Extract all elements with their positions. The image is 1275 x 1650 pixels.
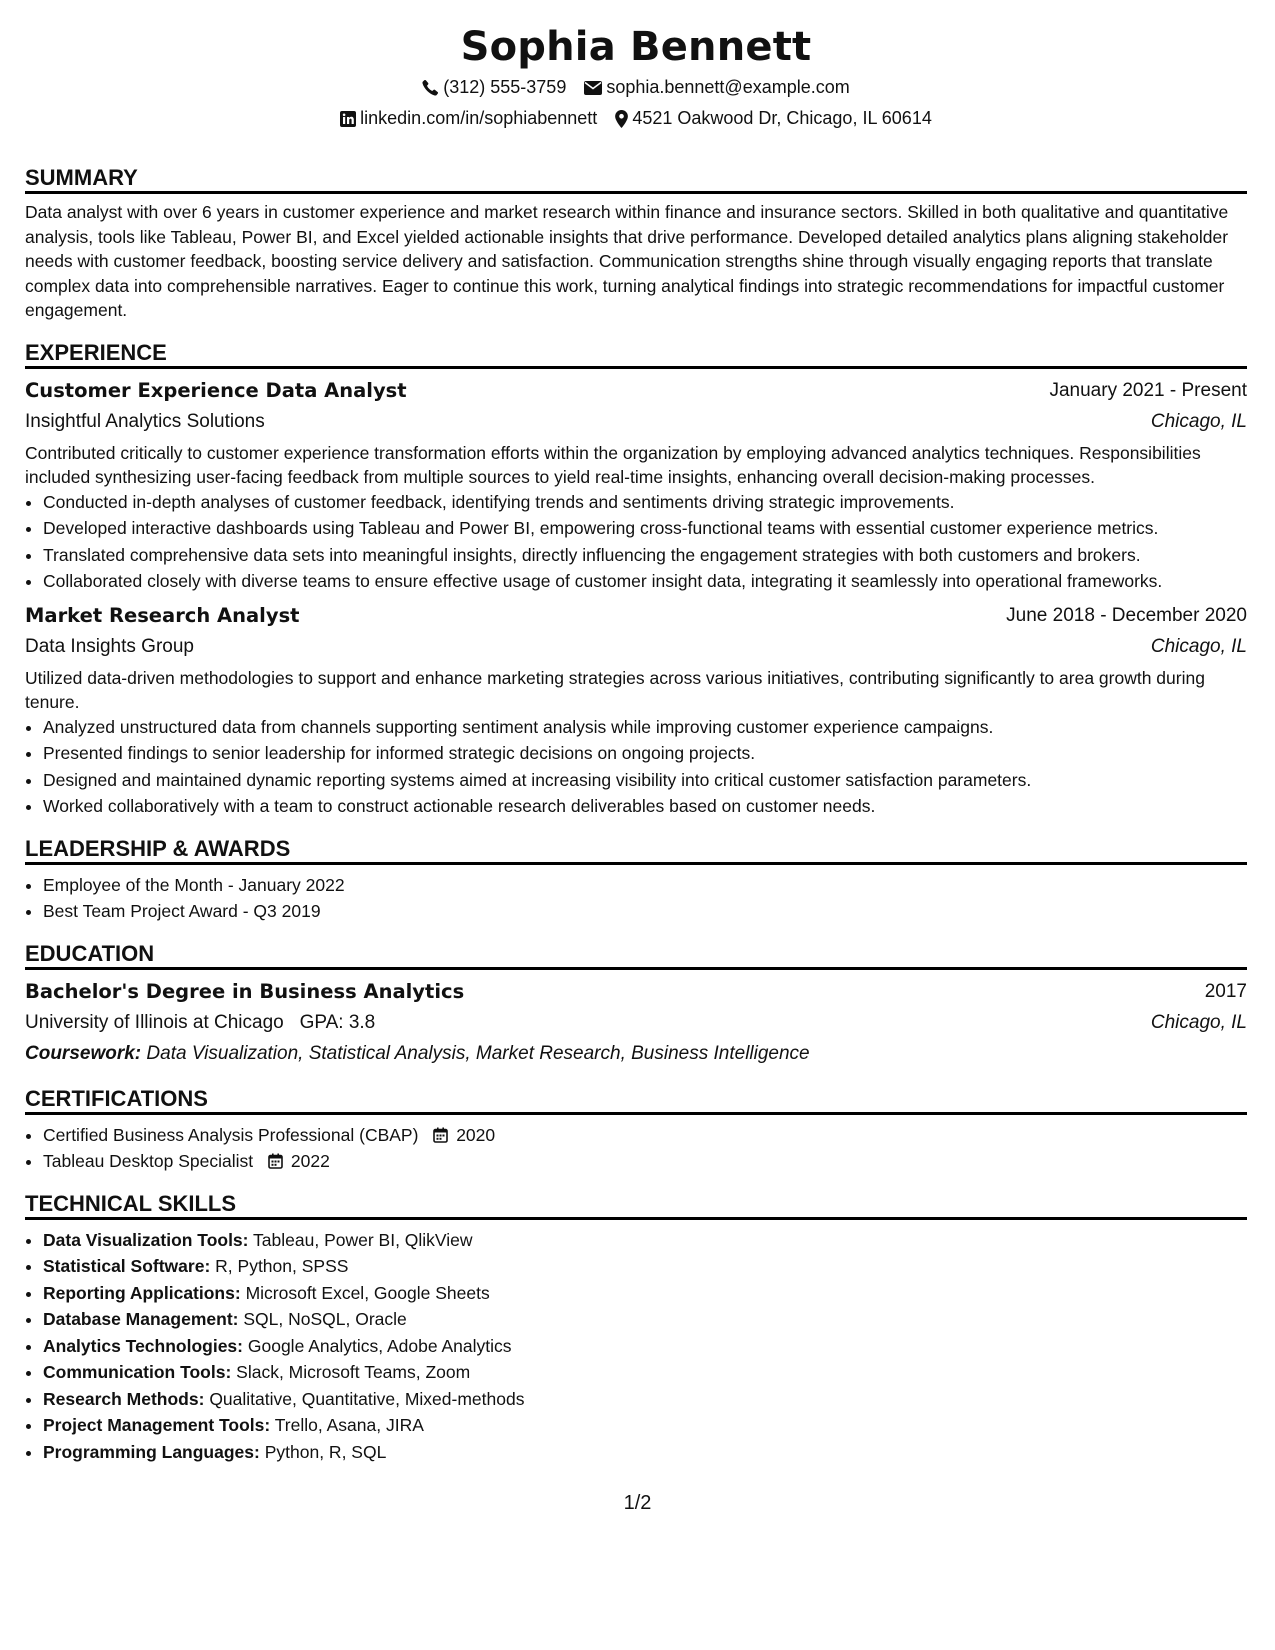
skill-label: Reporting Applications: xyxy=(43,1282,241,1303)
job-header xyxy=(25,375,1247,406)
calendar-icon xyxy=(433,1127,448,1143)
list-item xyxy=(43,1254,1247,1279)
job-title: Customer Experience Data Analyst xyxy=(25,378,407,402)
certifications-section xyxy=(25,1073,1247,1174)
education-heading: EDUCATION xyxy=(25,940,155,966)
cert-year: 2020 xyxy=(456,1124,496,1145)
list-item xyxy=(43,1334,1247,1359)
summary-text: Data analyst with over 6 years in customer experience and market research within finance and insurance sectors. Skilled in both qualitative and quantitative analysis, tools like Tableau, Power BI, and Excel yielded actionable insights that drive performance. Developed detailed analytics plans aligning stakeholder needs with customer feedback, boosting service delivery and satisfaction. Communication strengths shine through visually engaging reports that translate complex data into comprehensible narratives. Eager to continue this work, turning analytical findings into strategic recommendations for impactful customer engagement. xyxy=(25,202,1229,320)
list-item xyxy=(43,1281,1247,1306)
skills-list xyxy=(25,1228,1247,1465)
list-item xyxy=(43,1387,1247,1412)
list-item: • Collaborated closely with diverse teams to ensure effective usage of customer insight data, integrating it seamlessly into operational frameworks. xyxy=(43,569,1247,594)
job-company-row xyxy=(25,406,1247,437)
skill-label: Analytics Technologies: xyxy=(43,1335,243,1356)
job-company: Insightful Analytics Solutions xyxy=(25,410,265,432)
experience-heading: EXPERIENCE xyxy=(25,339,167,365)
job-entry xyxy=(25,600,1247,819)
gpa: GPA: 3.8 xyxy=(299,1011,376,1033)
list-item: • Translated comprehensive data sets into meaningful insights, directly influencing the engagement strategies with both customers and brokers. xyxy=(43,543,1247,568)
skill-value: Google Analytics, Adobe Analytics xyxy=(247,1335,512,1356)
job-dates: June 2018 - December 2020 xyxy=(1006,604,1247,626)
job-company-row xyxy=(25,631,1247,662)
leadership-section xyxy=(25,823,1247,924)
cert-name: Certified Business Analysis Professional (CBAP) xyxy=(43,1124,419,1145)
job-description: Contributed critically to customer experience transformation efforts within the organization by employing advanced analytics techniques. Responsibilities included synthesizing user-facing feedback from multiple sources to yield real-time insights, enhancing overall decision-making processes. xyxy=(25,442,1201,487)
summary-section xyxy=(25,152,1247,323)
certifications-heading: CERTIFICATIONS xyxy=(25,1085,208,1111)
skill-value: SQL, NoSQL, Oracle xyxy=(243,1309,407,1329)
envelope-icon xyxy=(584,81,602,95)
list-item: • Presented findings to senior leadership for informed strategic decisions on ongoing projects. xyxy=(43,741,1247,766)
degree-row xyxy=(25,976,1247,1007)
cert-year: 2022 xyxy=(290,1151,330,1171)
candidate-name: Sophia Bennett xyxy=(460,24,812,70)
job-title: Market Research Analyst xyxy=(25,603,300,627)
cert-name: Tableau Desktop Specialist xyxy=(43,1151,254,1171)
address-text: 4521 Oakwood Dr, Chicago, IL 60614 xyxy=(632,108,932,128)
coursework-label: Coursework: xyxy=(25,1042,142,1064)
experience-divider xyxy=(25,366,1247,369)
phone-icon xyxy=(422,79,439,96)
list-item xyxy=(43,1228,1247,1253)
list-item: • Best Team Project Award - Q3 2019 xyxy=(43,899,1247,924)
address-contact xyxy=(615,108,932,129)
job-location: Chicago, IL xyxy=(1150,635,1247,657)
email-contact[interactable] xyxy=(584,77,849,98)
job-bullets xyxy=(25,715,1247,819)
summary-heading: SUMMARY xyxy=(25,165,138,190)
skill-value: Trello, Asana, JIRA xyxy=(274,1415,424,1435)
job-dates: January 2021 - Present xyxy=(1049,379,1247,401)
experience-section xyxy=(25,327,1247,819)
skill-label: Data Visualization Tools: xyxy=(43,1229,249,1250)
job-entry xyxy=(25,375,1247,594)
phone-text: (312) 555-3759 xyxy=(443,77,567,97)
graduation-year: 2017 xyxy=(1204,980,1247,1002)
list-item xyxy=(43,1360,1247,1385)
certifications-divider xyxy=(25,1112,1247,1115)
map-pin-icon xyxy=(615,110,628,128)
list-item: • Analyzed unstructured data from channels supporting sentiment analysis while improving customer experience campaigns. xyxy=(43,715,1247,740)
list-item: • Conducted in-depth analyses of customer feedback, identifying trends and sentiments driving strategic improvements. xyxy=(43,490,1247,515)
resume-page xyxy=(25,0,1247,1466)
contact-row-1 xyxy=(25,72,1247,103)
list-item: • Developed interactive dashboards using Tableau and Power BI, empowering cross-functional teams with essential customer experience metrics. xyxy=(43,516,1247,541)
job-company: Data Insights Group xyxy=(25,635,194,657)
email-text[interactable]: sophia.bennett@example.com xyxy=(606,77,850,97)
skill-value: Qualitative, Quantitative, Mixed-methods xyxy=(209,1388,525,1409)
education-divider xyxy=(25,967,1247,970)
skill-value: Slack, Microsoft Teams, Zoom xyxy=(236,1362,471,1382)
certifications-list xyxy=(25,1123,1247,1174)
job-header xyxy=(25,600,1247,631)
linkedin-contact[interactable] xyxy=(340,108,597,129)
degree-title: Bachelor's Degree in Business Analytics xyxy=(25,979,465,1003)
school-info xyxy=(25,1007,375,1038)
job-description: Utilized data-driven methodologies to support and enhance marketing strategies across various initiatives, contributing significantly to area growth during tenure. xyxy=(25,667,1205,712)
coursework-row xyxy=(25,1038,1247,1069)
skills-heading: TECHNICAL SKILLS xyxy=(25,1190,237,1216)
list-item xyxy=(43,1413,1247,1438)
list-item: • Worked collaboratively with a team to construct actionable research deliverables based on customer needs. xyxy=(43,794,1247,819)
page-number: 1/2 xyxy=(623,1492,652,1514)
skill-label: Programming Languages: xyxy=(43,1441,260,1462)
leadership-list xyxy=(25,873,1247,924)
skill-value: R, Python, SPSS xyxy=(215,1256,349,1276)
school-name: University of Illinois at Chicago xyxy=(25,1011,284,1033)
list-item: • Designed and maintained dynamic reporting systems aimed at increasing visibility into critical customer satisfaction parameters. xyxy=(43,768,1247,793)
list-item xyxy=(43,1149,1247,1174)
phone-contact xyxy=(422,77,566,98)
contact-row-2 xyxy=(25,103,1247,134)
skill-label: Project Management Tools: xyxy=(43,1415,271,1435)
coursework-list: Data Visualization, Statistical Analysis, Market Research, Business Intelligence xyxy=(146,1042,810,1064)
skill-label: Communication Tools: xyxy=(43,1362,232,1382)
skill-value: Python, R, SQL xyxy=(264,1441,387,1462)
job-location: Chicago, IL xyxy=(1150,410,1247,432)
school-location: Chicago, IL xyxy=(1150,1011,1247,1033)
education-section xyxy=(25,928,1247,1069)
skill-label: Research Methods: xyxy=(43,1388,205,1409)
school-row xyxy=(25,1007,1247,1038)
skills-section xyxy=(25,1178,1247,1465)
summary-divider xyxy=(25,191,1247,194)
list-item xyxy=(43,1307,1247,1332)
leadership-heading: LEADERSHIP & AWARDS xyxy=(25,835,291,861)
job-bullets xyxy=(25,490,1247,594)
skill-value: Tableau, Power BI, QlikView xyxy=(253,1229,473,1250)
skills-divider xyxy=(25,1217,1247,1220)
list-item xyxy=(43,1123,1247,1148)
leadership-divider xyxy=(25,862,1247,865)
skill-label: Statistical Software: xyxy=(43,1256,211,1276)
list-item xyxy=(43,1440,1247,1465)
list-item: • Employee of the Month - January 2022 xyxy=(43,873,1247,898)
skill-value: Microsoft Excel, Google Sheets xyxy=(245,1282,490,1303)
linkedin-icon xyxy=(340,111,356,127)
linkedin-text[interactable]: linkedin.com/in/sophiabennett xyxy=(360,108,598,128)
calendar-icon xyxy=(268,1153,283,1169)
skill-label: Database Management: xyxy=(43,1309,239,1329)
